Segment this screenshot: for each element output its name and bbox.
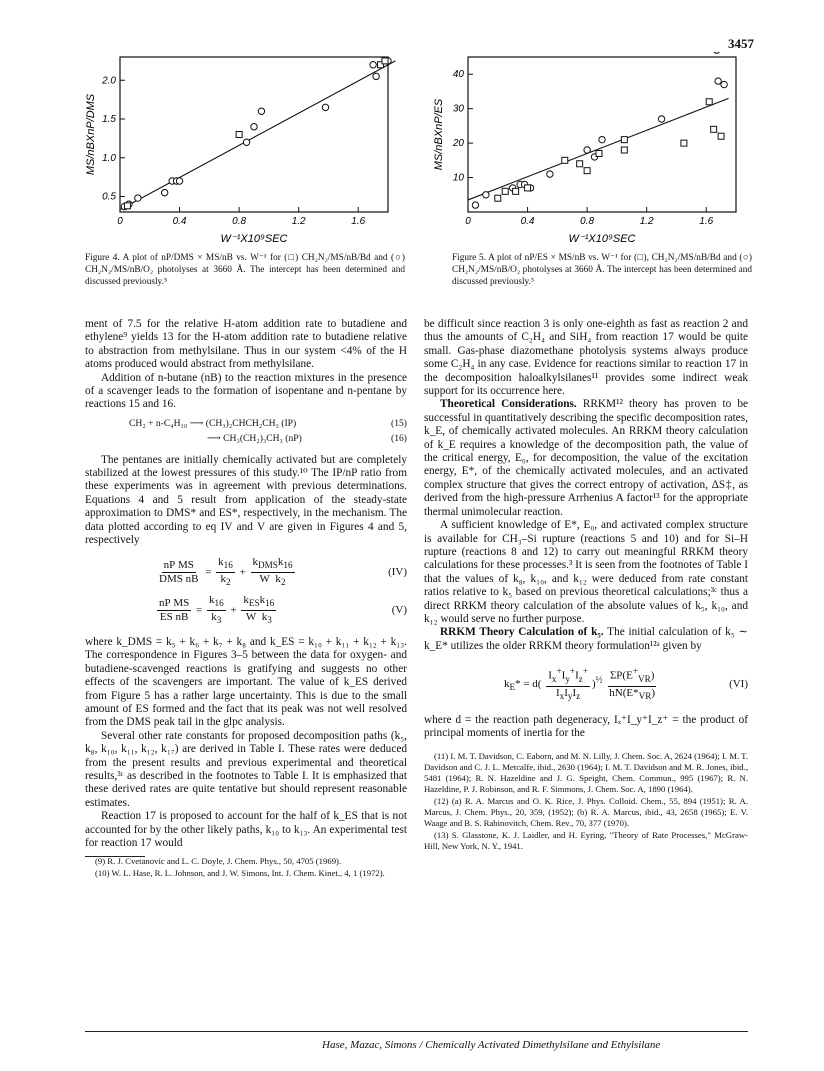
data-point-square [577,161,583,167]
data-point-circle [483,192,489,198]
data-point-square [584,168,590,174]
figure-5-plot [420,52,760,247]
x-tick-label: 1.6 [351,216,366,227]
data-point-circle [370,62,376,68]
data-point-square [596,150,602,156]
data-point-square [525,185,531,191]
x-axis-label: W⁻¹X10⁹SEC [568,233,636,245]
data-point-circle [258,108,264,114]
y-tick-label: 0.5 [102,191,116,203]
data-point-square [711,126,717,132]
data-point-square [502,188,508,194]
data-point-square [124,203,130,209]
equation-body: CH₂ + n-C₄H₁₀ ⟶ (CH₃)₂CHCH₂CH₃ (IP) [129,417,297,429]
data-point-circle [161,189,167,195]
paragraph: ment of 7.5 for the relative H-atom addition rate to butadiene and ethylene⁹ yields 13 for the H-atom addition rate to butadiene relative to abstraction from methylsilane. Thus in our system <4% of the H atoms produced would abstract from methylsilane. [85,318,407,371]
y-tick-label: 30 [452,103,464,115]
data-point-circle [721,81,727,87]
data-point-circle [584,147,590,153]
reference: (12) (a) R. A. Marcus and O. K. Rice, J. Phys. Colloid. Chem., 55, 894 (1951); R. A. Marcus, J. Chem. Phys., 20, 359, (1952); (b) R. A. Marcus, ibid., 43, 2658 (1965); E. V. Waage and B. S. Rabinovitch, Chem. Rev., 70, 377 (1970). [424,795,748,828]
plot-frame [120,57,388,212]
y-axis-label: MS/nBXnP/ES [433,98,445,171]
section-heading: Theoretical Considerations. [440,398,577,411]
reference: (9) R. J. Cvetanovic and L. C. Doyle, J. Chem. Phys., 50, 4705 (1969). [95,856,342,867]
paragraph: The pentanes are initially chemically activated but are completely stabilized at the lowest pressures of this study.¹⁰ The IP/nP ratio from these experiments was in agreement with previous determinations. Equations 4 and 5 result from application of the steady-state approximation to DMS* and ES*, respectively, in the mechanism. The data plotted according to eq IV and V are given in Figures 4 and 5, respectively [85,453,407,547]
data-point-circle [251,124,257,130]
paragraph: where d = the reaction path degeneracy, Iₓ⁺I_y⁺I_z⁺ = the product of principal moments of inertia for the [424,714,748,740]
y-tick-label: 2.0 [102,75,116,87]
equation-number: (VI) [729,677,748,690]
y-axis-label: MS/nBXnP/DMS [85,93,97,176]
data-point-square [513,188,519,194]
paragraph: Reaction 17 is proposed to account for the half of k_ES that is not accounted for by the other likely paths, k₁₀ to k₁₃. An experimental test for reaction 17 would [85,810,407,849]
paragraph: The initial calculation of k₅ ∼ k_E* utilizes the older RRKM theory formulation¹²ᵃ given by [424,626,748,652]
x-axis-label: W⁻¹X10⁹SEC [220,233,288,245]
footnotes [424,751,748,852]
page-number: 3457 [728,36,754,51]
equation-number: (15) [391,417,407,429]
x-tick-label: 1.6 [699,216,714,227]
data-point-square [621,137,627,143]
data-point-circle [658,116,664,122]
data-point-circle [715,78,721,84]
left-column [85,318,407,880]
data-point-circle [472,202,478,208]
data-point-square [681,140,687,146]
equation-V: $\frac{\text{nP MS}}{\text{ES nB}}$ = $\frac{k_{16}}{k_3}$ + $\frac{k_{ES}k_{16}}{W k_3}$ (V) [159,593,407,626]
reference: (10) W. L. Hase, R. L. Johnson, and J. W. Simons, Int. J. Chem. Kinet., 4, 1 (1972). [95,868,385,879]
figure-4 [72,52,412,247]
y-tick-label: 40 [452,69,464,81]
equation-VI: $k_E* = d$( $\frac{I_x^+I_y^+I_z^+}{I_xI_yI_z}$ )$^{\frac{1}{2}}$ $\frac{\Sigma P(E^+_{VR})}{hN(E*_{VR})}$ (VI) [504,666,748,702]
data-point-circle [547,171,553,177]
fit-line [468,98,729,200]
data-point-square [718,133,724,139]
y-tick-label: 1.5 [102,114,116,125]
x-tick-label: 1.2 [639,216,654,227]
equation-15 [85,417,407,430]
figure-4-caption: Figure 4. A plot of nP/DMS × MS/nB vs. W⁻¹ for (□) CH₂N₂/MS/nB/Bd and (○) CH₂N₂/MS/nB/O₂ photolyses at 3660 Å. The intercept has been determined and discussed previously.⁵ [85,253,405,287]
section-heading: RRKM Theory Calculation of k₅. [440,626,604,639]
paragraph: A sufficient knowledge of E*, E₀, and activated complex structure is available for CH₃–Si rupture (reactions 5 and 10) and for Si–H rupture (reactions 8 and 12) to carry out meaningful RRKM theory calculations for these processes.³ It is seen from the footnotes of Table I that the values of k₈, k₁₀, and k₁₂ were deduced from rate constant ratios relative to k₅ based on previous theoretical calculations;³ᶜ thus a direct RRKM theory calculation of the absolute values of k₅, k₁₀, and k₁₂ would serve no further purpose. [424,519,748,625]
x-tick-label: 1.2 [291,216,306,227]
data-point-circle [176,178,182,184]
footnotes [85,856,407,879]
figure-4-plot [72,52,412,247]
equation-body: ⟶ CH₃(CH₂)₃CH₃ (nP) [207,433,302,445]
equation-IV: $\frac{\text{nP MS}}{\text{DMS nB}}$ = $\frac{k_{16}}{k_2}$ + $\frac{k_{DMS}k_{16}}{W k_2}$ (IV) [159,555,407,588]
paragraph: Several other rate constants for proposed decomposition paths (k₅, k₈, k₁₀, k₁₁, k₁₂, k₁₇) are derived in Table I. These rates were deduced from the present results and previous experimental and theoretical results,³ᶜ as described in the footnotes to Table I. It is emphasized that these derived rates are quite tentative but should represent reasonable estimates. [85,729,407,809]
y-tick-label: 10 [452,172,464,184]
data-point-circle [373,73,379,79]
right-column [424,318,748,853]
data-point-circle [322,104,328,110]
x-tick-label: 0 [465,216,471,227]
figure-5-caption: Figure 5. A plot of nP/ES × MS/nB vs. W⁻¹ for (□), CH₂N₂/MS/nB/Bd and (○) CH₂N₂/MS/nB/O₂ photolyses at 3660 Å. The intercept has been determined and discussed previously.⁵ [452,253,752,287]
footer-rule [85,1031,748,1032]
paragraph: RRKM¹² theory has proven to be successful in quantitatively describing the specific decomposition rates, k_E, of chemically activated molecules. An RRKM theory calculation of k_E requires a knowledge of the decomposition path, the value of the critical energy, E₀, for decomposition, the value of the excitation energy, E*, of the chemically activated molecules, and an activated complex structure that gives the correct entropy of activation, ΔS‡, as derived from the high-pressure Arrhenius A factor¹³ for the appropriate thermal unimolecular reaction. [424,398,749,518]
data-point-square [562,157,568,163]
y-tick-label: 20 [452,138,464,150]
fit-line [120,61,395,210]
x-tick-label: 0.8 [580,216,595,227]
data-point-square [236,132,242,138]
equation-number: (V) [391,604,407,617]
reference: (13) S. Glasstone, K. J. Laidler, and H. Eyring, "Theory of Rate Processes," McGraw-Hill, New York, N. Y., 1941. [424,829,748,851]
page-footer: Hase, Mazac, Simons / Chemically Activated Dimethylsilane and Ethylsilane [322,1039,661,1051]
x-tick-label: 0 [117,216,123,227]
y-tick-label: 1.0 [102,152,116,164]
paragraph: where k_DMS = k₅ + k₆ + k₇ + k₈ and k_ES = k₁₀ + k₁₁ + k₁₂ + k₁₃. The correspondence in Figures 3–5 between the data for oxygen- and butadiene-scavenged reactions is gratifying and suggests no other effects of the scavengers are important. The value of k_ES derived from Figure 5 has a rather large uncertainty. This is due to the small amount of ES formed and the fact that its peak was not well resolved from the DMS peak tail in the glpc analysis. [85,635,407,729]
data-point-square [495,195,501,201]
data-point-circle [599,136,605,142]
paragraph: Addition of n-butane (nB) to the reaction mixtures in the presence of a scavenger leads to the formation of isopentane and n-pentane by reactions 15 and 16. [85,371,407,411]
reference: (11) I. M. T. Davidson, C. Eaborn, and M. N. Lilly, J. Chem. Soc. A, 2624 (1964); I. M. T. Davidson and C. J. L. Metcalfe, ibid., 2630 (1964); I. M. T. Davidson and M. R. Jones, ibid., 5481 (1964); R. N. Hazeldine and J. G. Speight, Chem. Commun., 995 (1967); R. N. Hazeldine, P. J. Robinson, and R. F. Simmons, J. Chem. Soc. A, 1890 (1964). [424,750,748,794]
data-point-circle [243,139,249,145]
paragraph: be difficult since reaction 3 is only one-eighth as fast as reaction 2 and thus the amounts of C₂H₄ and SiH₄ from reaction 17 would be quite small. Gas-phase diazomethane photolysis systems always produce some C₂H₄ in any case. Evidence for reactions similar to reaction 17 in the decomposition haloalkylsilanes¹¹ provides some indirect weak support for its occurrence here. [424,318,748,398]
data-point-square [706,99,712,105]
equation-16 [85,432,407,445]
x-tick-label: 0.4 [520,216,535,227]
x-tick-label: 0.4 [172,216,187,227]
data-point-square [382,58,388,64]
data-point-circle [135,195,141,201]
figure-5 [420,52,760,247]
x-tick-label: 0.8 [232,216,247,227]
data-point-circle [713,52,719,53]
equation-number: (16) [391,433,407,445]
equation-number: (IV) [388,565,407,578]
data-point-square [621,147,627,153]
